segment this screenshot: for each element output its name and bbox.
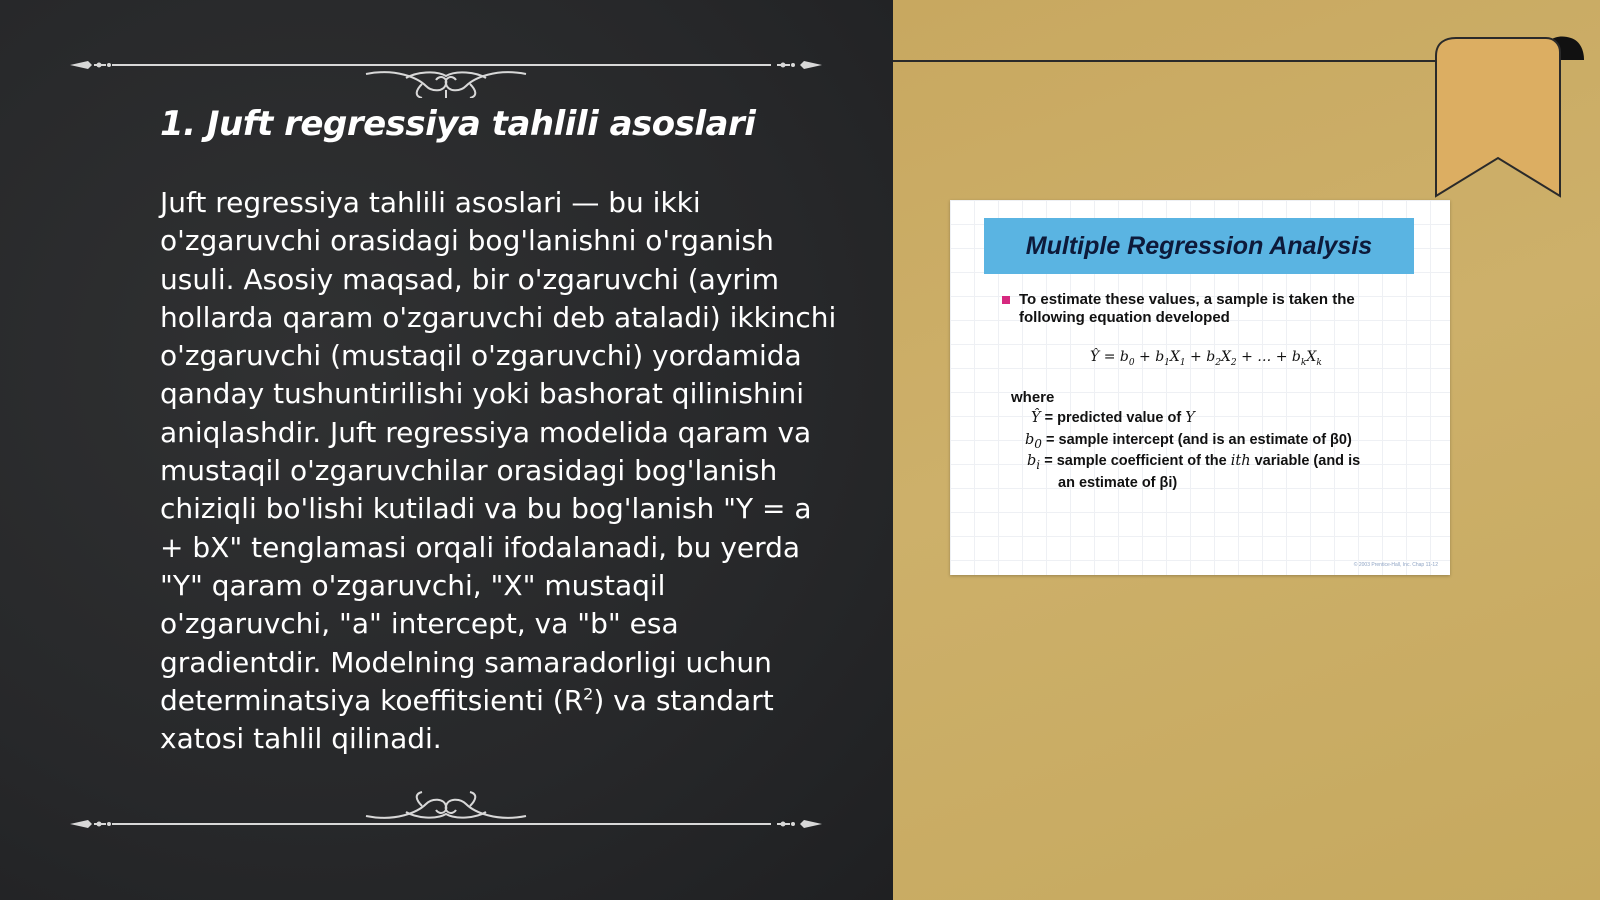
bullet-square-icon [1002, 296, 1010, 304]
embedded-slide-bullet: To estimate these values, a sample is taken the following equation developed [1019, 291, 1355, 326]
scroll-ornament-bottom-icon [66, 776, 826, 836]
embedded-slide-image [950, 200, 1450, 575]
slide-title: 1. Juft regressiya tahlili asoslari [160, 104, 756, 144]
bookmark-ribbon-icon [1434, 36, 1584, 201]
def-text: = sample intercept (and is an estimate of β0) [1046, 432, 1352, 448]
definition-yhat [1031, 409, 1195, 427]
definition-bi [1027, 452, 1417, 492]
def-symbol: $b_i$ [1027, 453, 1041, 472]
divider-line [893, 60, 1438, 62]
def-text2: variable (and is [1254, 453, 1361, 469]
embedded-slide-title: Multiple Regression Analysis [1025, 231, 1373, 260]
body-superscript: 2 [583, 684, 594, 704]
def-symbol: $b_0$ [1025, 432, 1042, 451]
def-tail: Y [1185, 410, 1195, 426]
regression-equation: Ŷ = $b_0 + b_1X_1 + b_2X_2$ + … + $b_kX_k$ [1090, 349, 1322, 368]
body-main: Juft regressiya tahlili asoslari — bu ikki o'zgaruvchi orasidagi bog'lanishni o'rganish usuli. Asosiy maqsad, bir o'zgaruvchi (ayrim hollarda qaram o'zgaruvchi deb ataladi) ikkinchi o'zgaruvchi (mustaqil o'zgaruvchi) yordamida qanday tushuntirilishi yoki bashorat qilinishini aniqlashdir. Juft regressiya modelida qaram va mustaqil o'zgaruvchilar orasidagi bog'lanish chiziqli bo'lishi kutiladi va bu bog'lanish "Y = a + bX" tenglamasi orqali ifodalanadi, bu yerda "Y" qaram o'zgaruvchi, "X" mustaqil o'zgaruvchi, "a" intercept, va "b" esa gradientdir. Modelning samaradorligi uchun determinatsiya koeffitsienti (R [160, 186, 837, 717]
def-text: = predicted value of [1044, 410, 1182, 426]
def-italic: ith [1230, 453, 1251, 469]
where-label: where [1011, 389, 1055, 406]
def-symbol: Ŷ [1031, 410, 1041, 426]
definition-b0 [1025, 431, 1352, 453]
body-end: ) va standart xatosi tahlil qilinadi. [160, 683, 774, 756]
slide-body-text [160, 184, 840, 758]
def-continuation: an estimate of βi) [1058, 474, 1178, 491]
embedded-slide-footer: © 2003 Prentice-Hall, Inc. Chap 11-12 [1353, 562, 1438, 568]
scroll-ornament-top-icon [66, 38, 826, 98]
embedded-slide-header [984, 218, 1414, 274]
def-text: = sample coefficient of the [1044, 453, 1227, 469]
